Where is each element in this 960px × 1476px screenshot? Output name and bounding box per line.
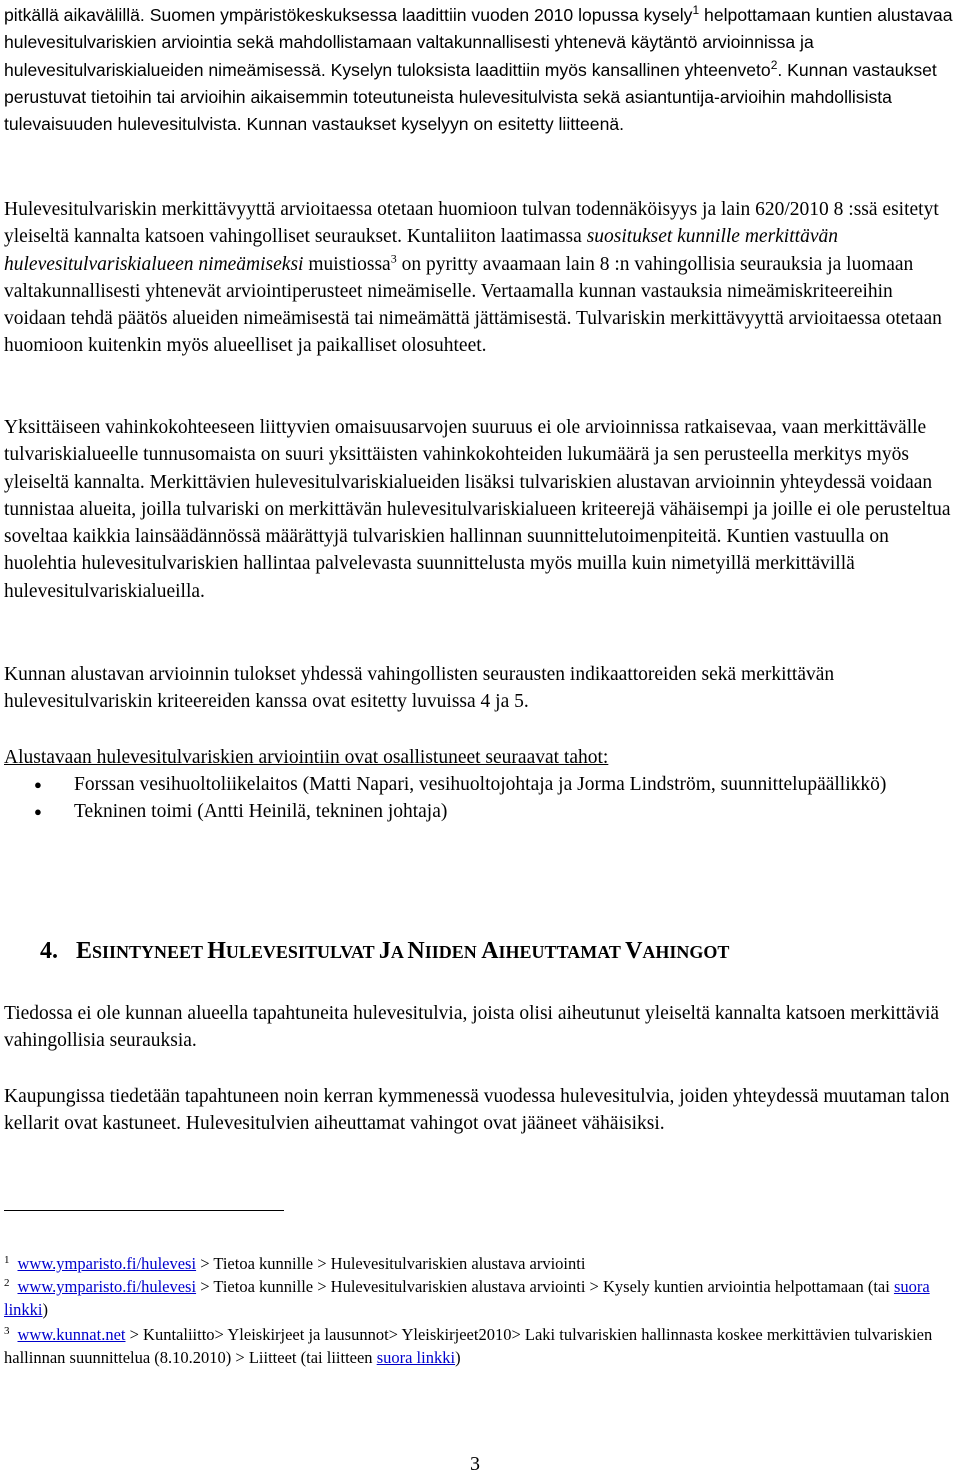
section-4-paragraph-2: Kaupungissa tiedetään tapahtuneen noin kerran kymmenessä vuodessa hulevesitulvia, joiden yhteydessä muutaman talon kellarit ovat kastuneet. Hulevesitulvien aiheuttamat vahingot ovat jääneet vähäisiksi.: [4, 1086, 950, 1135]
footnote-divider: [4, 1210, 284, 1211]
intro-paragraph: pitkällä aikavälillä. Suomen ympäristökeskuksessa laadittiin vuoden 2010 lopussa kysely$^1$ helpottamaan kuntien alustavaa hulevesitulvariskien arviointia sekä mahdollistamaan valtakunnallisesti yhtenevä käytäntö arvioinnissa ja hulevesitulvariskialueiden nimeämisessä. Kyselyn tuloksista laadittiin myös kansallinen yhteenveto$^2$. Kunnan vastaukset perustuvat tietoihin tai arvioihin aikaisemmin toteutuneista hulevesitulvista sekä asiantuntija-arvioihin mahdollisista tulevaisuuden hulevesitulvista. Kunnan vastaukset kyselyyn on esitetty liitteenä.: [4, 3, 953, 135]
participants-heading: Alustavaan hulevesitulvariskien arviointiin ovat osallistuneet seuraavat tahot:: [4, 747, 609, 768]
footnote-2-link[interactable]: www.ymparisto.fi/hulevesi: [17, 1277, 197, 1296]
footnote-2-direct-link[interactable]: suora linkki: [4, 1277, 930, 1319]
footnote-3-direct-link[interactable]: suora linkki: [376, 1348, 456, 1367]
list-item: ● Forssan vesihuoltoliikelaitos (Matti Napari, vesihuoltojohtaja ja Jorma Lindström, suunnittelupäällikkö): [4, 771, 956, 798]
footnote-ref-1: 1: [692, 3, 700, 18]
page-number: 3: [470, 1453, 480, 1475]
results-paragraph: Kunnan alustavan arvioinnin tulokset yhdessä vahingollisten seurausten indikaattoreiden sekä merkittävän hulevesitulvariskin kriteereiden kanssa ovat esitetty luvuissa 4 ja 5.: [4, 664, 835, 713]
footnote-ref-2: 2: [770, 57, 778, 72]
list-item: ● Tekninen toimi (Antti Heinilä, tekninen johtaja): [4, 798, 956, 825]
footnote-1-link[interactable]: www.ymparisto.fi/hulevesi: [17, 1254, 197, 1273]
footnote-3: $^3$ www.kunnat.net > Kuntaliitto> Yleiskirjeet ja lausunnot> Yleiskirjeet2010> Laki tulvariskien hallinnasta koskee merkittävien tulvariskien hallinnan suunnittelua (8.10.2010) > Liitteet (tai liitteen suora linkki): [4, 1324, 933, 1367]
footnote-1: $^1$ www.ymparisto.fi/hulevesi > Tietoa kunnille > Hulevesitulvariskien alustava arviointi: [4, 1253, 586, 1273]
damage-paragraph: Yksittäiseen vahinkokohteeseen liittyvien omaisuusarvojen suuruus ei ole arvioinnissa ratkaisevaa, vaan merkittävälle tulvariskialueelle tunnusomaista on suuri yksittäisten vahinkokohteiden lukumäärä ja sen perusteella merkitys myös yleiseltä kannalta. Merkittävien hulevesitulvariskialueiden lisäksi tulvariskien alustavan arvioinnin yhteydessä voidaan tunnistaa alueita, joilla tulvariski on merkittävän hulevesitulvariskialueen kriteerejä vähäisempi ja joille ei ole perusteltua soveltaa kaikkia lainsäädännössä määrättyjä tulvariskien hallinnan suunnittelutoimenpiteitä. Kuntien vastuulla on huolehtia hulevesitulvariskien hallintaa palvelevasta suunnittelusta myös muilla kuin nimetyillä merkittävillä hulevesitulvariskialueilla.: [4, 417, 951, 602]
section-number: 4.: [40, 938, 58, 964]
recommendation-title: suositukset kunnille merkittävän hulevesitulvariskialueen nimeämiseksi: [4, 226, 838, 275]
section-4-paragraph-1: Tiedossa ei ole kunnan alueella tapahtuneita hulevesitulvia, joista olisi aiheutunut yleiseltä kannalta katsoen merkittäviä vahingollisia seurauksia.: [4, 1003, 940, 1052]
section-4-heading: 4. ESIINTYNEET HULEVESITULVAT JA NIIDEN AIHEUTTAMAT VAHINGOT: [40, 935, 729, 968]
participants-list: [4, 771, 956, 826]
footnote-2: $^2$ www.ymparisto.fi/hulevesi > Tietoa kunnille > Hulevesitulvariskien alustava arviointi > Kysely kuntien arviointia helpottamaan (tai suora linkki): [4, 1276, 930, 1319]
footnote-3-link[interactable]: www.kunnat.net: [17, 1325, 126, 1344]
footnote-ref-3: 3: [390, 251, 397, 266]
significance-paragraph: Hulevesitulvariskin merkittävyyttä arvioitaessa otetaan huomioon tulvan todennäköisyys ja lain 620/2010 8 :ssä esitetyt yleiseltä kannalta katsoen vahingolliset seuraukset. Kuntaliiton laatimassa suositukset kunnille merkittävän hulevesitulvariskialueen nimeämiseksi muistiossa$^3$ on pyritty avaamaan lain 8 :n vahingollisia seurauksia ja luomaan valtakunnallisesti yhtenevät arviointiperusteet nimeämiselle. Vertaamalla kunnan vastauksia nimeämiskriteereihin voidaan tehdä päätös alueiden nimeämisestä tai nimeämättä jättämisestä. Tulvariskin merkittävyyttä arvioitaessa otetaan huomioon kuitenkin myös alueelliset ja paikalliset olosuhteet.: [4, 199, 942, 357]
